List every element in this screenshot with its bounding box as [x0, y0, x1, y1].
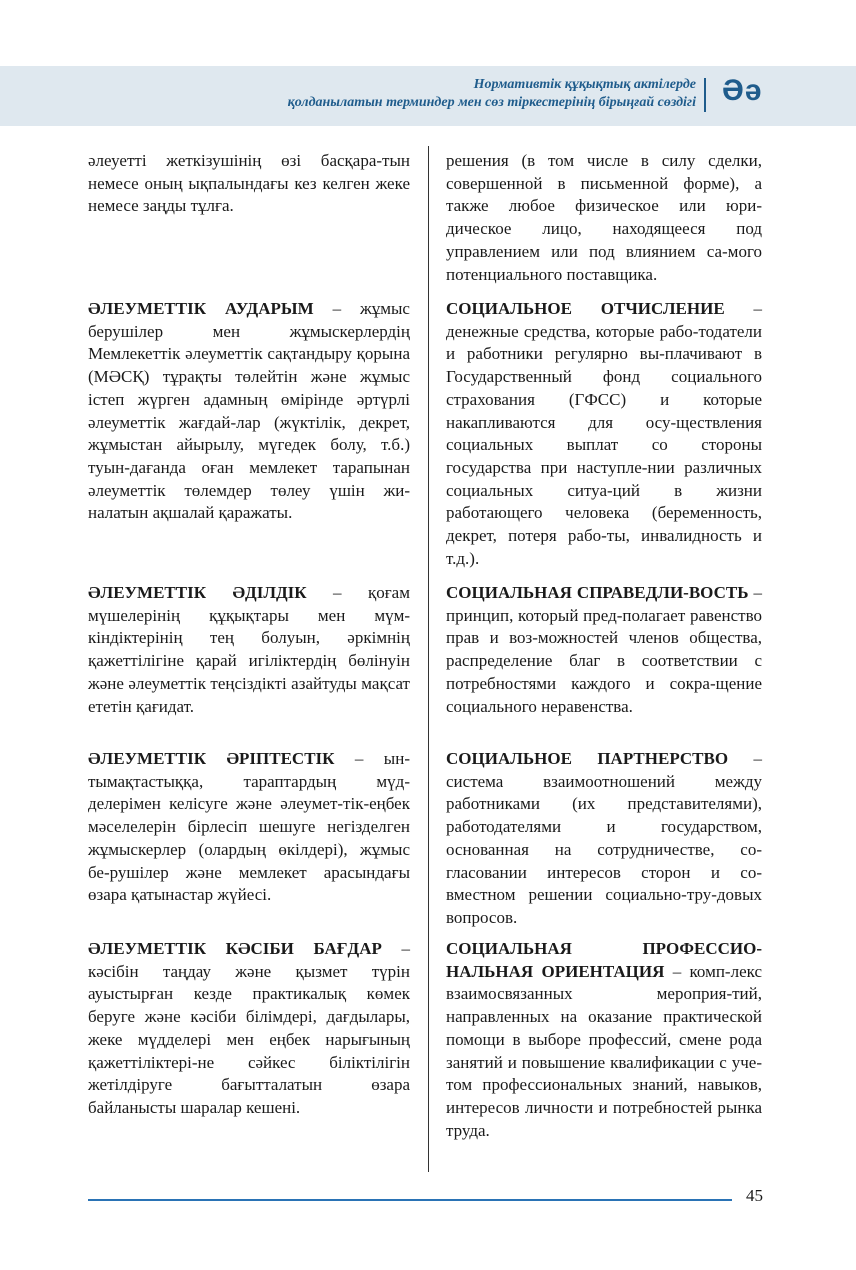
- dictionary-entry: [446, 150, 762, 286]
- dictionary-entry: [446, 938, 762, 1142]
- dictionary-entry: [88, 938, 410, 1120]
- footer-rule: [88, 1199, 732, 1201]
- dictionary-entry: [446, 748, 762, 930]
- page-number: 45: [746, 1186, 763, 1205]
- entry-definition: – денежные средства, которые рабо-тодатели и работники регулярно вы-плачивают в Государственный фонд социального страхования (ГФСС) и которые накапливаются для осу-ществления социальных выплат со стороны государства при наступле-нии различных социальных ситуа-ций в жизни работающего человека (беременность, декрет, потеря рабо-ты, инвалидность и т.д.).: [446, 299, 762, 568]
- dictionary-entry: [88, 150, 410, 218]
- entry-term: ӘЛЕУМЕТТІК ӘРІПТЕСТІК: [88, 749, 335, 768]
- dictionary-entry: [446, 298, 762, 570]
- entry-term: ӘЛЕУМЕТТІК АУДАРЫМ: [88, 299, 314, 318]
- running-header-title: [288, 76, 696, 112]
- entry-term: СОЦИАЛЬНАЯ ПРОФЕССИО-НАЛЬНАЯ ОРИЕНТАЦИЯ: [446, 939, 762, 981]
- entry-term: ӘЛЕУМЕТТІК ӘДІЛДІК: [88, 583, 307, 602]
- column-divider: [428, 146, 429, 1172]
- dictionary-entry: [88, 748, 410, 907]
- entry-definition: әлеуетті жеткізушінің өзі басқара-тын немесе оның ықпалындағы кез келген жеке немесе заңды тұлға.: [88, 151, 410, 216]
- entry-term: СОЦИАЛЬНАЯ СПРАВЕДЛИ-ВОСТЬ: [446, 583, 749, 602]
- entry-definition: – система взаимоотношений между работниками (их представителями), работодателями и государством, основанная на сотрудничестве, со-гласовании интересов сторон и со-вместном решении социально-тру-довых вопросов.: [446, 749, 762, 927]
- entry-definition: – кәсібін таңдау және қызмет түрін ауыстырған кезде практикалық көмек беруге және кәсіби білімдері, дағдылары, жеке мүдделері мен еңбек нарығының қажеттіліктері-не сәйкес біліктілігін жетілдіруге бағытталатын өзара байланысты шаралар кешені.: [88, 939, 410, 1117]
- dictionary-entry: [446, 582, 762, 718]
- entry-definition: – ын-тымақтастыққа, тараптардың мүд-делерімен келісуге және әлеумет-тік-еңбек мәселелерін бірлесіп шешуге негізделген жұмыскерлер (олардың өкілдері), жұмыс бе-рушілер және мемлекет арасындағы өзара қатынастар жүйесі.: [88, 749, 410, 905]
- entry-definition: – принцип, который пред-полагает равенство прав и воз-можностей членов общества, распределение благ в соответствии с потребностями каждого и сокра-щение социального неравенства.: [446, 583, 762, 716]
- entry-definition: – қоғам мүшелерінің құқықтары мен мүм-кіндіктерінің тең болуын, әркімнің қажеттілігіне қарай игіліктердің бөлінуін және әлеуметтік теңсіздікті азайтуды мақсат ететін қағидат.: [88, 583, 410, 716]
- entry-definition: – комп-лекс взаимосвязанных мероприя-тий, направленных на оказание практической помощи в выборе профессий, смене рода занятий и повышение квалификации с уче-том профессиональных знаний, навыков, интересов личности и потребностей рынка труда.: [446, 961, 763, 1140]
- dictionary-entry: [88, 298, 410, 525]
- entry-term: СОЦИАЛЬНОЕ ПАРТНЕРСТВО: [446, 749, 729, 768]
- running-header-line-1: Нормативтік құқықтық актілерде: [473, 77, 696, 92]
- entry-definition: – жұмыс берушілер мен жұмыскерлердің Мемлекеттік әлеуметтік сақтандыру қорына (МӘСҚ) тұрақты төлейтін және жұмыс істеп жүрген адамның өмірінде әртүрлі әлеуметтік жағдай-лар (жүктілік, декрет, жұмыстан айырылу, мүгедек болу, т.б.) туын-дағанда оған мемлекет тарапынан әлеуметтік төлемдер төлеу үшін жи-налатын ақшалай қаражаты.: [88, 299, 410, 523]
- entry-term: ӘЛЕУМЕТТІК КӘСІБИ БАҒДАР: [88, 939, 382, 958]
- dictionary-entry: [88, 582, 410, 718]
- running-header-line-2: қолданылатын терминдер мен сөз тіркестерінің бірыңғай сөздігі: [287, 95, 696, 110]
- section-letters: Әә: [722, 74, 763, 107]
- entry-term: СОЦИАЛЬНОЕ ОТЧИСЛЕНИЕ: [446, 299, 725, 318]
- entry-definition: решения (в том числе в силу сделки, совершенной в письменной форме), а также любое физическое или юри-дическое лицо, находящееся под управлением или под влиянием са-мого потенциального поставщика.: [446, 151, 762, 284]
- header-separator: [704, 78, 706, 112]
